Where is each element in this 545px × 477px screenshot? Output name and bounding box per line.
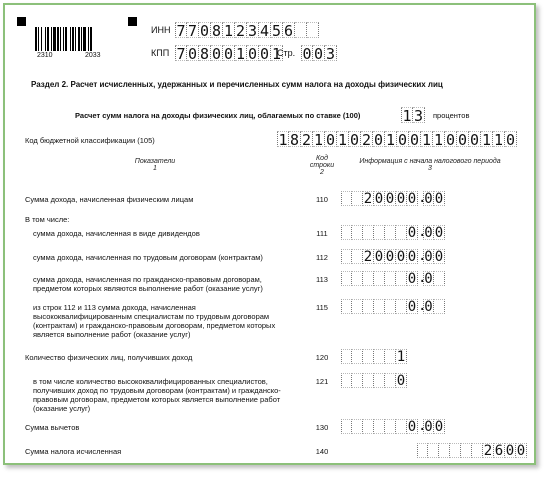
kpp-digit: 8 bbox=[199, 45, 210, 63]
amount-digit: 0 bbox=[407, 419, 417, 435]
amount-digit bbox=[341, 299, 352, 314]
count-digit: 0 bbox=[396, 373, 406, 389]
amount-decimal-digit bbox=[434, 271, 445, 286]
count-digit: 1 bbox=[396, 349, 406, 365]
rate-label: Расчет сумм налога на доходы физических лиц, облагаемых по ставке (100) bbox=[75, 111, 361, 120]
amount-digit bbox=[385, 299, 396, 314]
form-page bbox=[3, 3, 536, 465]
page-digit: 0 bbox=[302, 45, 312, 63]
count-digit bbox=[341, 349, 352, 364]
inn-digit: 8 bbox=[211, 22, 222, 40]
page-number-field[interactable] bbox=[301, 45, 337, 61]
row-label: сумма дохода, начисленная по трудовым договорам (контрактам) bbox=[33, 253, 263, 262]
row-label: сумма дохода, начисленная по гражданско-правовым договорам, предметом которых являются выполнение работ (оказание услуг) bbox=[33, 275, 263, 293]
amount-digit bbox=[352, 225, 363, 240]
tax-digit bbox=[417, 443, 428, 458]
kbk-digit: 1 bbox=[421, 131, 432, 149]
row-label: В том числе: bbox=[25, 215, 70, 224]
amount-digit bbox=[363, 299, 374, 314]
kbk-digit: 1 bbox=[481, 131, 492, 149]
row-label: Сумма дохода, начисленная физическим лицам bbox=[25, 195, 194, 204]
inn-digit: 7 bbox=[176, 22, 186, 40]
inn-digit: 0 bbox=[199, 22, 210, 40]
row-code: 113 bbox=[316, 275, 328, 284]
row-code: 120 bbox=[315, 353, 329, 362]
amount-digit bbox=[352, 271, 363, 286]
amount-decimal-digit: 0 bbox=[434, 419, 444, 435]
count-digit bbox=[363, 373, 374, 388]
column-header-code: Код строки 2 bbox=[309, 155, 335, 176]
decimal-point: . bbox=[418, 298, 427, 314]
kbk-digit: 0 bbox=[445, 131, 456, 149]
tax-digit bbox=[439, 443, 450, 458]
kbk-digit: 0 bbox=[397, 131, 408, 149]
amount-digit: 0 bbox=[407, 249, 417, 265]
amount-digit bbox=[352, 249, 363, 264]
amount-digit bbox=[374, 225, 385, 240]
amount-decimal-digit: 0 bbox=[424, 191, 433, 207]
inn-digit: 4 bbox=[259, 22, 270, 40]
amount-digit bbox=[341, 225, 352, 240]
row-label: Сумма вычетов bbox=[25, 423, 80, 432]
count-digit bbox=[374, 349, 385, 364]
kbk-digit: 0 bbox=[349, 131, 360, 149]
kbk-digit: 1 bbox=[433, 131, 444, 149]
amount-decimal-digit: 0 bbox=[434, 249, 444, 265]
amount-digit: 0 bbox=[385, 249, 395, 265]
kpp-digit: 1 bbox=[235, 45, 246, 63]
count-digit bbox=[352, 349, 363, 364]
amount-digit: 0 bbox=[407, 225, 417, 241]
amount-digit: 0 bbox=[374, 191, 384, 207]
amount-digit bbox=[341, 191, 352, 206]
tax-digit bbox=[450, 443, 461, 458]
kbk-label: Код бюджетной классификации (105) bbox=[25, 136, 155, 145]
inn-digit: 2 bbox=[235, 22, 246, 40]
decimal-point: . bbox=[418, 270, 427, 286]
amount-digit: 0 bbox=[407, 271, 417, 287]
amount-field[interactable] bbox=[341, 249, 445, 264]
amount-field[interactable] bbox=[341, 271, 445, 286]
kbk-digit: 1 bbox=[337, 131, 348, 149]
rate-unit: процентов bbox=[433, 111, 470, 120]
kbk-digit: 0 bbox=[409, 131, 420, 149]
row-label: в том числе количество высококвалифицированных специалистов, получивших доход по трудовым договорам (контрактам) и гражданско-правовым договорам, предметом которых является выполнение работ (оказание услуг) bbox=[33, 377, 281, 413]
rate-field[interactable] bbox=[401, 107, 425, 123]
tax-digit: 6 bbox=[494, 443, 504, 459]
amount-digit bbox=[374, 299, 385, 314]
amount-digit bbox=[363, 225, 374, 240]
amount-digit: 0 bbox=[396, 191, 406, 207]
inn-digit: 1 bbox=[223, 22, 234, 40]
kbk-digit: 0 bbox=[505, 131, 516, 149]
kpp-label: КПП bbox=[151, 48, 170, 58]
tax-digit: 2 bbox=[483, 443, 493, 459]
amount-digit bbox=[396, 419, 407, 434]
kbk-digit: 1 bbox=[385, 131, 396, 149]
page-digit: 0 bbox=[313, 45, 324, 63]
amount-field[interactable] bbox=[341, 191, 445, 206]
amount-field[interactable] bbox=[341, 225, 445, 240]
amount-digit bbox=[374, 419, 385, 434]
decimal-point: . bbox=[418, 418, 427, 434]
amount-decimal-digit: 0 bbox=[424, 419, 433, 435]
row-label: сумма дохода, начисленная в виде дивидендов bbox=[33, 229, 200, 238]
inn-label: ИНН bbox=[151, 25, 171, 35]
amount-digit bbox=[352, 299, 363, 314]
row-code: 121 bbox=[315, 377, 329, 386]
count-digit bbox=[374, 373, 385, 388]
count-field[interactable] bbox=[341, 349, 407, 364]
amount-digit bbox=[385, 225, 396, 240]
rate-digit: 1 bbox=[402, 107, 412, 125]
row-code: 110 bbox=[316, 195, 328, 204]
row-code: 140 bbox=[315, 447, 329, 456]
kpp-digit: 0 bbox=[211, 45, 222, 63]
amount-digit bbox=[341, 249, 352, 264]
decimal-point: . bbox=[418, 248, 427, 264]
count-digit bbox=[341, 373, 352, 388]
amount-digit bbox=[385, 271, 396, 286]
amount-decimal-digit: 0 bbox=[424, 225, 433, 241]
count-digit bbox=[352, 373, 363, 388]
kpp-field[interactable] bbox=[175, 45, 283, 61]
row-label: Количество физических лиц, получивших доход bbox=[25, 353, 193, 362]
count-field[interactable] bbox=[341, 373, 407, 388]
count-digit bbox=[385, 373, 396, 388]
tax-digit: 0 bbox=[505, 443, 515, 459]
kpp-digit: 0 bbox=[259, 45, 270, 63]
decimal-point: . bbox=[418, 224, 427, 240]
barcode-left-number: 2310 bbox=[37, 52, 53, 59]
kbk-digit: 8 bbox=[289, 131, 300, 149]
amount-decimal-digit: 0 bbox=[424, 271, 433, 287]
kbk-digit: 0 bbox=[457, 131, 468, 149]
amount-digit: 0 bbox=[407, 191, 417, 207]
barcode-right-number: 2033 bbox=[85, 52, 101, 59]
section-title: Раздел 2. Расчет исчисленных, удержанных и перечисленных сумм налога на доходы физических лиц bbox=[31, 80, 443, 89]
amount-digit bbox=[396, 299, 407, 314]
amount-field[interactable] bbox=[341, 419, 445, 434]
row-label: Сумма налога исчисленная bbox=[25, 447, 122, 456]
inn-digit: 3 bbox=[247, 22, 258, 40]
count-digit bbox=[385, 349, 396, 364]
kbk-digit: 0 bbox=[373, 131, 384, 149]
amount-digit bbox=[385, 419, 396, 434]
tax-field[interactable] bbox=[417, 443, 527, 458]
amount-digit: 2 bbox=[363, 249, 373, 265]
row-code: 130 bbox=[315, 423, 329, 432]
tax-digit bbox=[461, 443, 472, 458]
corner-marker-right bbox=[128, 17, 137, 26]
amount-digit bbox=[396, 271, 407, 286]
amount-digit: 0 bbox=[374, 249, 384, 265]
amount-decimal-digit bbox=[434, 299, 445, 314]
kbk-digit: 1 bbox=[278, 131, 288, 149]
row-code: 112 bbox=[316, 253, 328, 262]
page-digit: 3 bbox=[325, 45, 336, 63]
kbk-field[interactable] bbox=[277, 131, 517, 147]
amount-decimal-digit: 0 bbox=[434, 191, 444, 207]
amount-digit: 0 bbox=[407, 299, 417, 315]
tax-digit: 0 bbox=[516, 443, 526, 459]
kbk-digit: 0 bbox=[469, 131, 480, 149]
amount-digit bbox=[341, 419, 352, 434]
row-code: 111 bbox=[316, 229, 328, 238]
kbk-digit: 0 bbox=[325, 131, 336, 149]
amount-digit: 0 bbox=[396, 249, 406, 265]
amount-decimal-digit: 0 bbox=[434, 225, 444, 241]
amount-decimal-digit: 0 bbox=[424, 299, 433, 315]
inn-field[interactable] bbox=[175, 22, 319, 38]
inn-digit: 7 bbox=[187, 22, 198, 40]
amount-digit bbox=[363, 419, 374, 434]
row-code: 115 bbox=[316, 303, 328, 312]
amount-decimal-digit: 0 bbox=[424, 249, 433, 265]
kbk-digit: 2 bbox=[361, 131, 372, 149]
inn-digit bbox=[295, 22, 307, 38]
kbk-digit: 1 bbox=[313, 131, 324, 149]
kpp-digit: 0 bbox=[247, 45, 258, 63]
amount-digit bbox=[352, 419, 363, 434]
column-header-indicators: Показатели 1 bbox=[134, 158, 176, 172]
amount-digit bbox=[341, 271, 352, 286]
amount-digit bbox=[396, 225, 407, 240]
tax-digit bbox=[472, 443, 483, 458]
decimal-point: . bbox=[418, 190, 427, 206]
amount-digit bbox=[352, 191, 363, 206]
kpp-digit: 0 bbox=[187, 45, 198, 63]
inn-digit: 6 bbox=[283, 22, 294, 40]
amount-digit bbox=[374, 271, 385, 286]
inn-digit: 5 bbox=[271, 22, 282, 40]
kbk-digit: 2 bbox=[301, 131, 312, 149]
tax-digit bbox=[428, 443, 439, 458]
kpp-digit: 0 bbox=[223, 45, 234, 63]
amount-digit: 2 bbox=[363, 191, 373, 207]
amount-digit bbox=[363, 271, 374, 286]
kbk-digit: 1 bbox=[493, 131, 504, 149]
kpp-digit: 1 bbox=[271, 45, 282, 63]
rate-digit: 3 bbox=[413, 107, 424, 125]
barcode-image bbox=[35, 27, 105, 51]
amount-field[interactable] bbox=[341, 299, 445, 314]
column-header-info: Информация с начала налогового периода 3 bbox=[359, 158, 501, 172]
amount-digit: 0 bbox=[385, 191, 395, 207]
corner-marker-left bbox=[17, 17, 26, 26]
inn-digit bbox=[307, 22, 319, 38]
page-label: Стр. bbox=[277, 48, 296, 58]
kpp-digit: 7 bbox=[176, 45, 186, 63]
row-label: из строк 112 и 113 сумма дохода, начисленная высококвалифицированным специалистам по трудовым договорам (контрактам) и гражданско-правовым договорам, предметом которых является выполнение работ (оказание услуг) bbox=[33, 303, 276, 339]
count-digit bbox=[363, 349, 374, 364]
